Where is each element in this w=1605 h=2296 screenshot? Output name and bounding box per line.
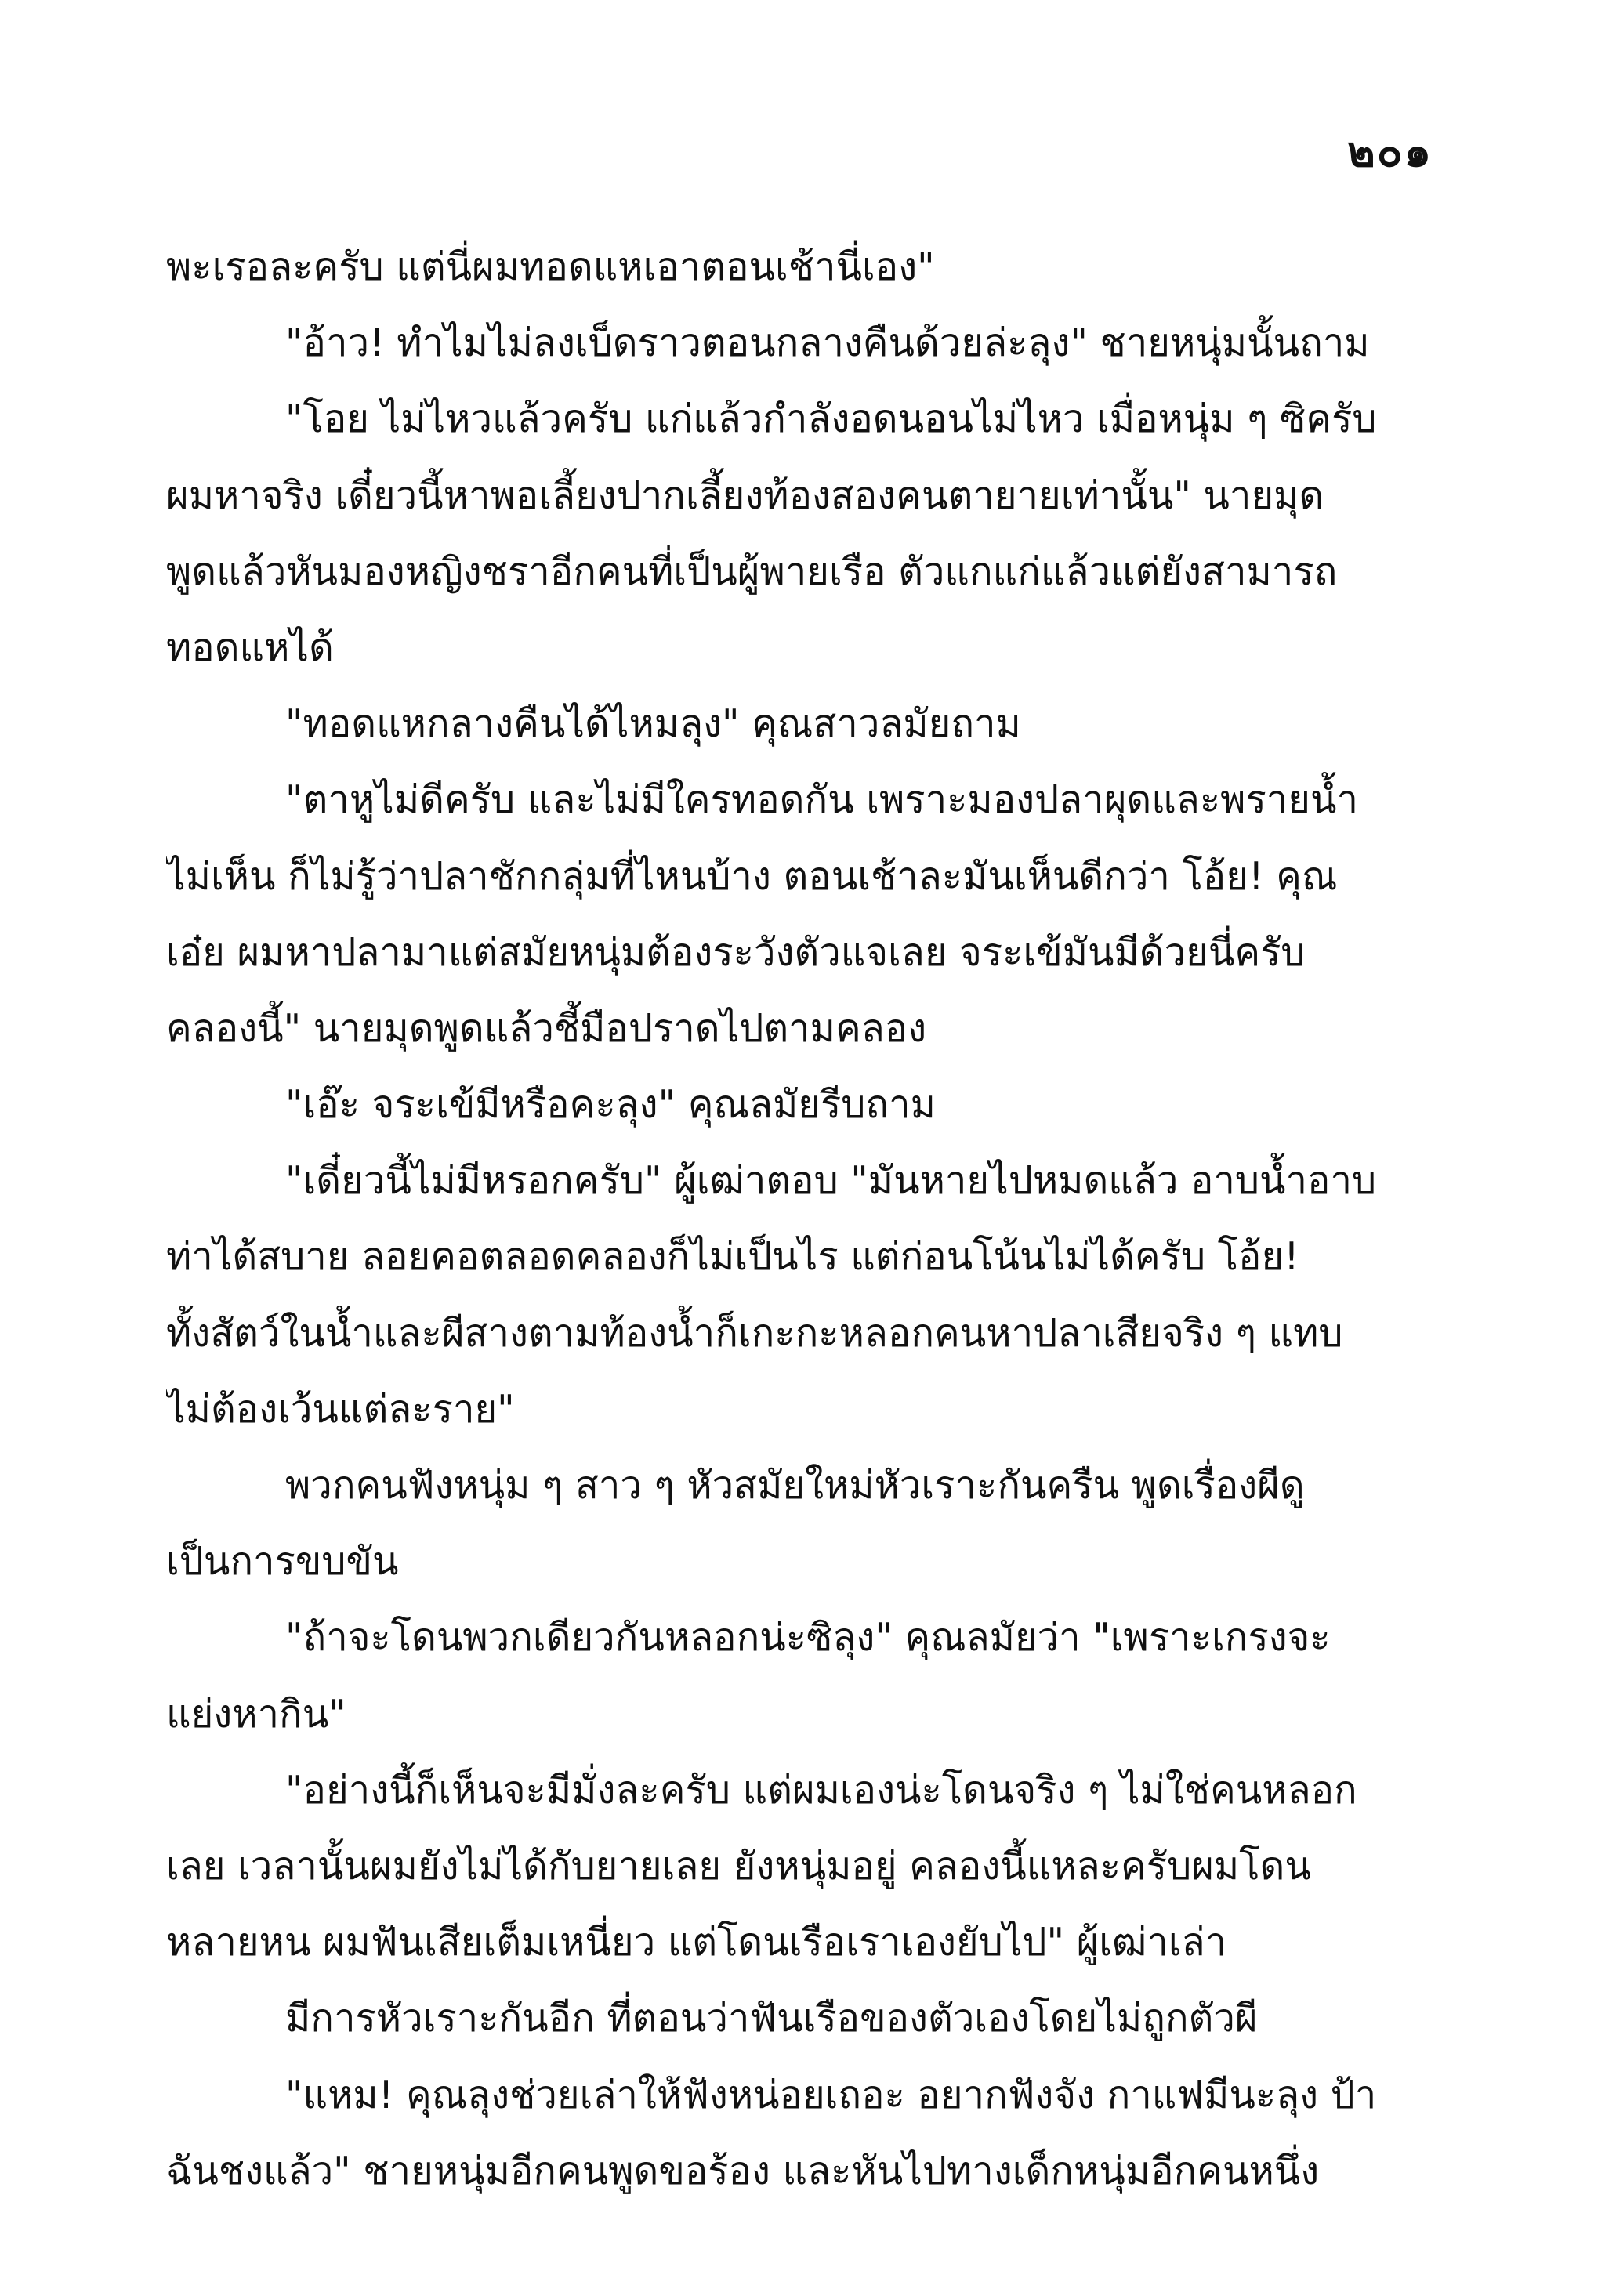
text-line: มีการหัวเราะกันอีก ที่ตอนว่าฟันเรือของตัวเองโดยไม่ถูกตัวผี: [285, 1996, 1258, 2041]
text-line: ทอดแหได้: [166, 625, 334, 670]
text-line: คลองนี้" นายมุดพูดแล้วชี้มือปราดไปตามคลอง: [166, 1005, 927, 1051]
text-line: เป็นการขบขัน: [166, 1539, 399, 1584]
text-line: "อย่างนี้ก็เห็นจะมีมั่งละครับ แต่ผมเองน่ะโดนจริง ๆ ไม่ใช่คนหลอก: [285, 1767, 1357, 1813]
text-line: เอ๋ย ผมหาปลามาแต่สมัยหนุ่มต้องระวังตัวแจเลย จระเข้มันมีด้วยนี่ครับ: [166, 929, 1306, 975]
text-line: พวกคนฟังหนุ่ม ๆ สาว ๆ หัวสมัยใหม่หัวเราะกันครืน พูดเรื่องผีดู: [285, 1463, 1305, 1508]
body-text: [166, 229, 1420, 2209]
text-line: "แหม! คุณลุงช่วยเล่าให้ฟังหน่อยเถอะ อยากฟังจัง กาแฟมีนะลุง ป้า: [285, 2072, 1377, 2117]
text-line: "โอย ไม่ไหวแล้วครับ แก่แล้วกำลังอดนอนไม่ไหว เมื่อหนุ่ม ๆ ซิครับ: [285, 397, 1377, 442]
text-line: หลายหน ผมฟันเสียเต็มเหนี่ยว แต่โดนเรือเราเองยับไป" ผู้เฒ่าเล่า: [166, 1920, 1227, 1965]
text-line: "ตาหูไม่ดีครับ และไม่มีใครทอดกัน เพราะมองปลาผุดและพรายน้ำ: [285, 777, 1359, 823]
text-line: ผมหาจริง เดี๋ยวนี้หาพอเลี้ยงปากเลี้ยงท้องสองคนตายายเท่านั้น" นายมุด: [166, 473, 1324, 518]
text-line: ฉันชงแล้ว" ชายหนุ่มอีกคนพูดขอร้อง และหันไปทางเด็กหนุ่มอีกคนหนึ่ง: [166, 2148, 1320, 2193]
text-line: "เอ๊ะ จระเข้มีหรือคะลุง" คุณลมัยรีบถาม: [285, 1082, 936, 1128]
text-line: "ถ้าจะโดนพวกเดียวกันหลอกน่ะซิลุง" คุณลมัยว่า "เพราะเกรงจะ: [285, 1615, 1331, 1660]
text-line: แย่งหากิน": [166, 1691, 346, 1736]
text-line: พะเรอละครับ แต่นี่ผมทอดแหเอาตอนเช้านี่เอง": [166, 244, 935, 289]
text-line: "อ้าว! ทำไมไม่ลงเบ็ดราวตอนกลางคืนด้วยล่ะลุง" ชายหนุ่มนั้นถาม: [285, 320, 1370, 366]
text-line: ท่าได้สบาย ลอยคอตลอดคลองก็ไม่เป็นไร แต่ก่อนโน้นไม่ได้ครับ โอ้ย!: [166, 1234, 1299, 1280]
text-line: เลย เวลานั้นผมยังไม่ได้กับยายเลย ยังหนุ่มอยู่ คลองนี้แหละครับผมโดน: [166, 1843, 1311, 1889]
text-line: ทั้งสัตว์ในน้ำและผีสางตามท้องน้ำก็เกะกะหลอกคนหาปลาเสียจริง ๆ แทบ: [166, 1310, 1343, 1356]
text-line: ไม่ต้องเว้นแต่ละราย": [166, 1386, 515, 1432]
text-line: พูดแล้วหันมองหญิงชราอีกคนที่เป็นผู้พายเรือ ตัวแกแก่แล้วแต่ยังสามารถ: [166, 549, 1338, 594]
text-line: "เดี๋ยวนี้ไม่มีหรอกครับ" ผู้เฒ่าตอบ "มันหายไปหมดแล้ว อาบน้ำอาบ: [285, 1158, 1377, 1204]
page-number: ๒๐๑: [1347, 127, 1433, 176]
text-line: "ทอดแหกลางคืนได้ไหมลุง" คุณสาวลมัยถาม: [285, 701, 1021, 747]
text-line: ไม่เห็น ก็ไม่รู้ว่าปลาชักกลุ่มที่ไหนบ้าง ตอนเช้าละมันเห็นดีกว่า โอ้ย! คุณ: [166, 853, 1338, 899]
